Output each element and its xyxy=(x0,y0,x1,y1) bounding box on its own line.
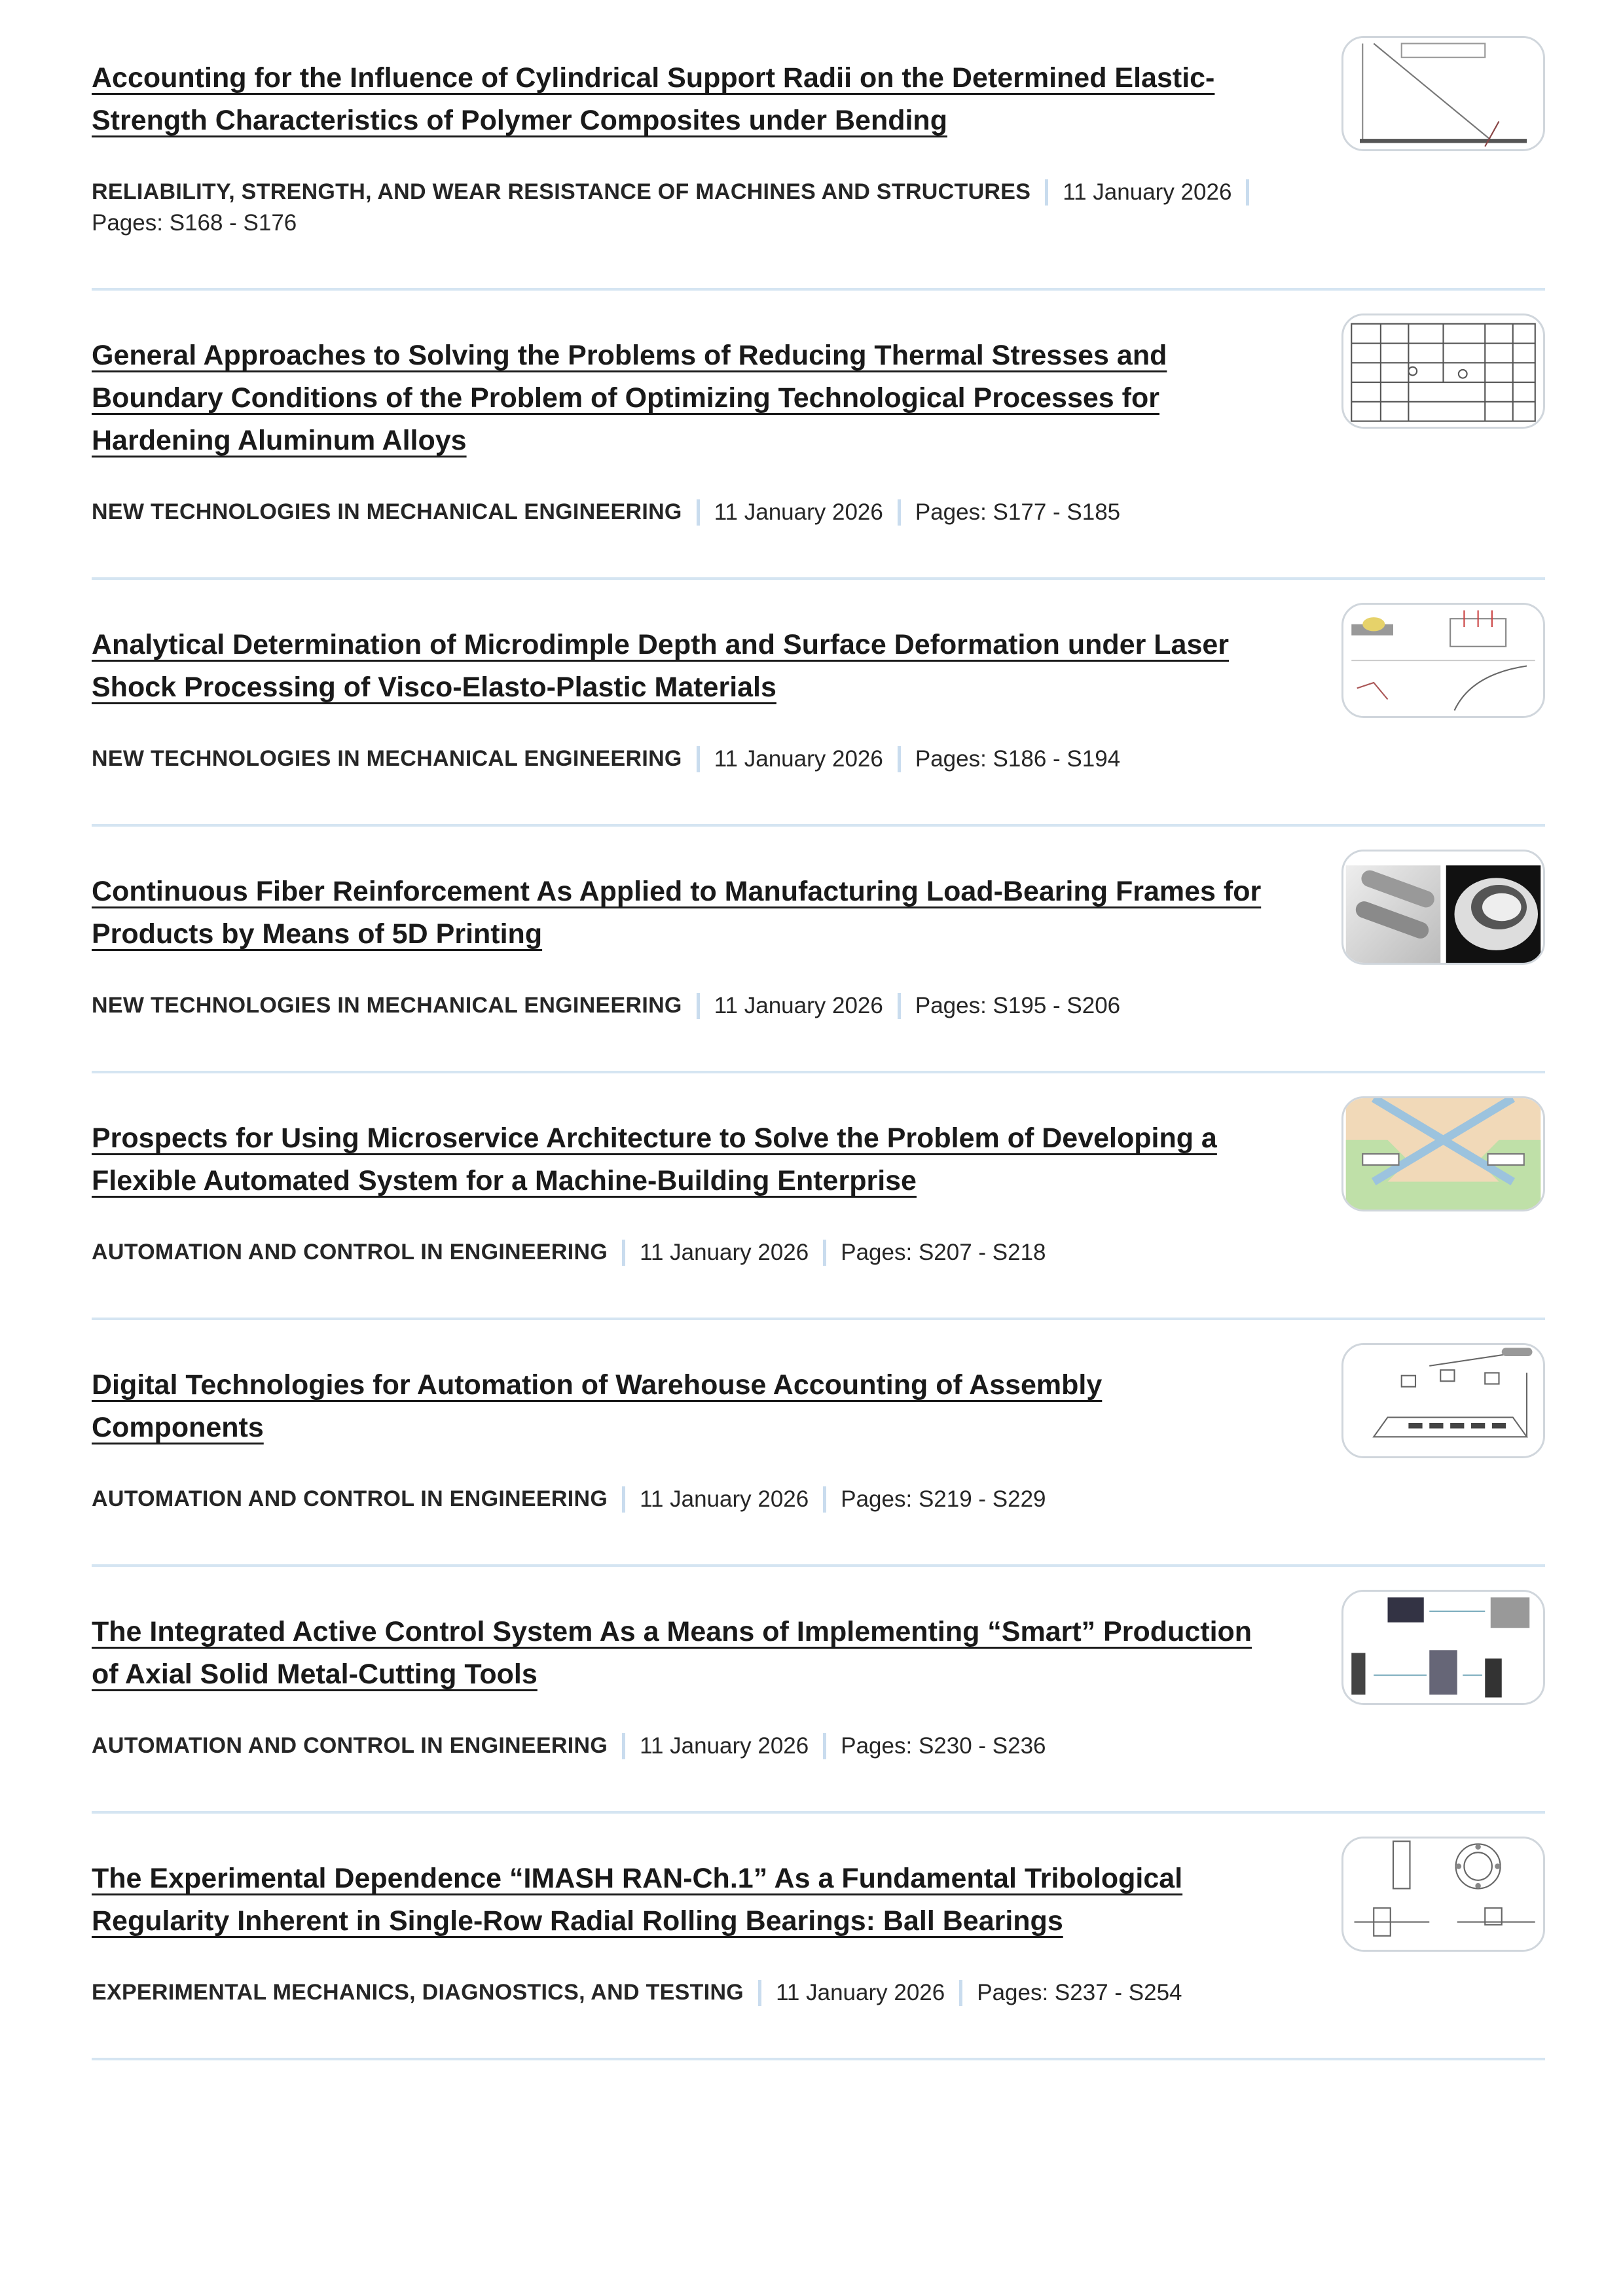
title-line[interactable] xyxy=(92,1653,1395,1696)
title-line-text[interactable]: Prospects for Using Microservice Architecture to Solve the Problem of Developing a xyxy=(92,1122,1217,1154)
article-pages: Pages: S177 - S185 xyxy=(915,499,1121,525)
article-item xyxy=(92,580,1545,827)
title-line[interactable] xyxy=(92,666,1395,709)
title-line-text[interactable]: The Integrated Active Control System As a Means of Implementing “Smart” Production xyxy=(92,1616,1252,1647)
thumbnail-image xyxy=(1343,1839,1543,1950)
article-category[interactable]: NEW TECHNOLOGIES IN MECHANICAL ENGINEERING xyxy=(92,993,682,1018)
thumbnail-image xyxy=(1343,1592,1543,1703)
article-category[interactable]: EXPERIMENTAL MECHANICS, DIAGNOSTICS, AND TESTING xyxy=(92,1980,744,2005)
article-thumbnail[interactable] xyxy=(1341,1096,1545,1211)
article-pages: Pages: S219 - S229 xyxy=(841,1486,1046,1512)
article-pages: Pages: S186 - S194 xyxy=(915,746,1121,772)
article-separator xyxy=(92,2058,1545,2060)
title-line[interactable] xyxy=(92,420,1395,462)
article-pages: Pages: S195 - S206 xyxy=(915,993,1121,1018)
title-line-text[interactable]: General Approaches to Solving the Problems of Reducing Thermal Stresses and xyxy=(92,340,1167,371)
thumbnail-image xyxy=(1343,1345,1543,1456)
article-thumbnail[interactable] xyxy=(1341,1837,1545,1952)
article-list xyxy=(92,0,1545,2060)
title-line-text[interactable]: The Experimental Dependence “IMASH RAN-Ch.1” As a Fundamental Tribological xyxy=(92,1863,1183,1894)
article-category[interactable]: AUTOMATION AND CONTROL IN ENGINEERING xyxy=(92,1240,608,1265)
article-meta xyxy=(92,1484,1375,1515)
article-date: 11 January 2026 xyxy=(640,1240,809,1265)
article-meta xyxy=(92,744,1375,774)
article-item xyxy=(92,1073,1545,1320)
article-category[interactable]: NEW TECHNOLOGIES IN MECHANICAL ENGINEERING xyxy=(92,746,682,771)
title-line[interactable] xyxy=(92,57,1395,99)
title-line[interactable] xyxy=(92,1900,1395,1943)
title-line-text[interactable]: Digital Technologies for Automation of Warehouse Accounting of Assembly xyxy=(92,1369,1103,1401)
article-meta xyxy=(92,177,1375,238)
meta-divider xyxy=(823,1486,826,1513)
article-date: 11 January 2026 xyxy=(640,1733,809,1759)
thumbnail-image xyxy=(1343,605,1543,716)
title-line-text[interactable]: Strength Characteristics of Polymer Composites under Bending xyxy=(92,105,947,136)
article-item xyxy=(92,1814,1545,2060)
article-category[interactable]: AUTOMATION AND CONTROL IN ENGINEERING xyxy=(92,1733,608,1758)
thumbnail-image xyxy=(1343,1098,1543,1210)
meta-divider xyxy=(898,499,901,526)
article-date: 11 January 2026 xyxy=(776,1980,945,2005)
article-meta xyxy=(92,497,1375,528)
article-meta xyxy=(92,990,1375,1021)
article-thumbnail[interactable] xyxy=(1341,850,1545,965)
article-category[interactable]: NEW TECHNOLOGIES IN MECHANICAL ENGINEERING xyxy=(92,499,682,524)
title-line-text[interactable]: of Axial Solid Metal-Cutting Tools xyxy=(92,1659,538,1690)
title-line-text[interactable]: Shock Processing of Visco-Elasto-Plastic Materials xyxy=(92,672,776,703)
title-line-text[interactable]: Regularity Inherent in Single-Row Radial Rolling Bearings: Ball Bearings xyxy=(92,1905,1063,1937)
title-line[interactable] xyxy=(92,99,1395,142)
title-line[interactable] xyxy=(92,1160,1395,1202)
article-thumbnail[interactable] xyxy=(1341,603,1545,718)
title-line-text[interactable]: Continuous Fiber Reinforcement As Applied to Manufacturing Load-Bearing Frames for xyxy=(92,876,1262,907)
title-line-text[interactable]: Accounting for the Influence of Cylindrical Support Radii on the Determined Elastic- xyxy=(92,62,1215,94)
article-thumbnail[interactable] xyxy=(1341,314,1545,429)
article-meta xyxy=(92,1731,1375,1761)
article-item xyxy=(92,57,1545,291)
title-line[interactable] xyxy=(92,1364,1395,1407)
title-line-text[interactable]: Hardening Aluminum Alloys xyxy=(92,425,467,456)
title-line[interactable] xyxy=(92,377,1395,420)
title-line-text[interactable]: Components xyxy=(92,1412,264,1443)
meta-divider xyxy=(697,499,700,526)
meta-divider xyxy=(1045,179,1048,206)
article-pages: Pages: S237 - S254 xyxy=(977,1980,1182,2005)
article-category[interactable]: AUTOMATION AND CONTROL IN ENGINEERING xyxy=(92,1486,608,1511)
article-item xyxy=(92,827,1545,1073)
title-line[interactable] xyxy=(92,1407,1395,1449)
meta-divider xyxy=(959,1980,962,2006)
thumbnail-image xyxy=(1343,852,1543,963)
title-line[interactable] xyxy=(92,1857,1395,1900)
thumbnail-image xyxy=(1343,38,1543,149)
article-pages: Pages: S168 - S176 xyxy=(92,210,297,236)
article-thumbnail[interactable] xyxy=(1341,36,1545,151)
title-line[interactable] xyxy=(92,334,1395,377)
article-title-link[interactable] xyxy=(92,1117,1395,1202)
meta-divider xyxy=(898,993,901,1019)
meta-divider xyxy=(622,1486,625,1513)
article-pages: Pages: S230 - S236 xyxy=(841,1733,1046,1759)
article-category[interactable]: RELIABILITY, STRENGTH, AND WEAR RESISTANCE OF MACHINES AND STRUCTURES xyxy=(92,179,1031,204)
meta-divider xyxy=(758,1980,761,2006)
article-meta xyxy=(92,1237,1375,1268)
meta-divider xyxy=(1246,179,1249,206)
article-title-link[interactable] xyxy=(92,870,1395,956)
article-meta xyxy=(92,1977,1375,2008)
article-date: 11 January 2026 xyxy=(714,746,883,772)
article-item xyxy=(92,291,1545,580)
meta-divider xyxy=(823,1733,826,1759)
article-date: 11 January 2026 xyxy=(640,1486,809,1512)
title-line-text[interactable]: Products by Means of 5D Printing xyxy=(92,918,543,950)
article-title-link[interactable] xyxy=(92,624,1395,709)
meta-divider xyxy=(697,993,700,1019)
article-title-link[interactable] xyxy=(92,1611,1395,1696)
article-title-link[interactable] xyxy=(92,57,1395,142)
article-date: 11 January 2026 xyxy=(714,499,883,525)
meta-divider xyxy=(622,1733,625,1759)
article-date: 11 January 2026 xyxy=(714,993,883,1018)
article-pages: Pages: S207 - S218 xyxy=(841,1240,1046,1265)
title-line[interactable] xyxy=(92,1117,1395,1160)
article-thumbnail[interactable] xyxy=(1341,1590,1545,1705)
title-line-text[interactable]: Boundary Conditions of the Problem of Optimizing Technological Processes for xyxy=(92,382,1159,414)
meta-divider xyxy=(898,746,901,772)
article-title-link[interactable] xyxy=(92,334,1395,462)
meta-divider xyxy=(697,746,700,772)
title-line[interactable] xyxy=(92,870,1395,913)
thumbnail-image xyxy=(1343,315,1543,427)
article-item xyxy=(92,1320,1545,1567)
title-line-text[interactable]: Analytical Determination of Microdimple Depth and Surface Deformation under Laser xyxy=(92,629,1230,660)
article-title-link[interactable] xyxy=(92,1364,1395,1449)
title-line[interactable] xyxy=(92,1611,1395,1653)
title-line-text[interactable]: Flexible Automated System for a Machine-Building Enterprise xyxy=(92,1165,917,1196)
meta-divider xyxy=(823,1240,826,1266)
meta-divider xyxy=(622,1240,625,1266)
title-line[interactable] xyxy=(92,913,1395,956)
article-item xyxy=(92,1567,1545,1814)
article-thumbnail[interactable] xyxy=(1341,1343,1545,1458)
title-line[interactable] xyxy=(92,624,1395,666)
article-date: 11 January 2026 xyxy=(1063,179,1232,205)
article-title-link[interactable] xyxy=(92,1857,1395,1943)
